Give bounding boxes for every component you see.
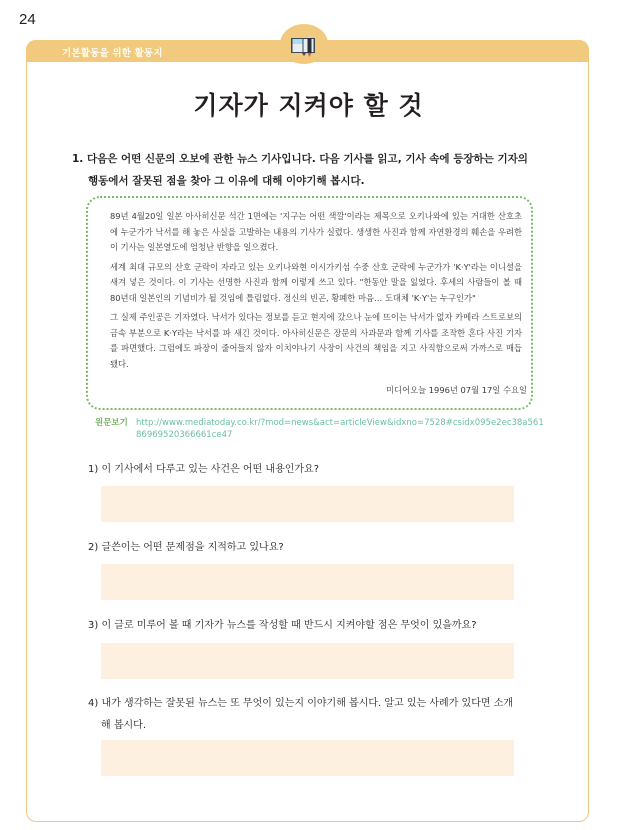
source-link-label: 원문보기 — [95, 418, 128, 428]
answer-box-2[interactable] — [101, 564, 514, 600]
sub-question-1: 1) 이 기사에서 다루고 있는 사건은 어떤 내용인가요? — [88, 464, 320, 475]
answer-box-1[interactable] — [101, 486, 514, 522]
sub-question-4: 4) 내가 생각하는 잘못된 뉴스는 또 무엇이 있는지 이야기해 봅시다. 알고 있는 사례가 있다면 소개 — [88, 698, 514, 709]
answer-box-3[interactable] — [101, 643, 514, 679]
article-text — [110, 209, 522, 376]
main-question-line1: 1. 다음은 어떤 신문의 오보에 관한 뉴스 기사입니다. 다음 기사를 읽고, 기사 속에 등장하는 기자의 — [72, 153, 528, 165]
sub-question-2: 2) 글쓴이는 어떤 문제점을 지적하고 있나요? — [88, 542, 284, 553]
book-and-pen-icon — [289, 34, 319, 58]
article-paragraph: 89년 4월20일 일본 아사히신문 석간 1면에는 '지구는 어떤 색깔'이라는 제목으로 오키나와에 있는 거대한 산호초에 누군가가 낙서를 해 놓은 사실을 고발하는 내용의 기사가 실렸다. 생생한 사진과 함께 자연환경의 훼손을 우려한 이 기사는 일본열도에 엄청난 반향을 일으켰다. — [110, 211, 522, 252]
sub-question-4-cont: 해 봅시다. — [101, 720, 146, 731]
answer-box-4[interactable] — [101, 740, 514, 776]
article-paragraph: 세계 최대 규모의 산호 군락이 자라고 있는 오키나와현 이시가키섬 수중 산호 군락에 누군가가 'K·Y'라는 이니셜을 새겨 넣은 것이다. 이 기사는 선명한 사진과 함께 이렇게 쓰고 있다. "한동안 말을 잃었다. 후세의 사람들이 볼 때 80년대 일본인의 기념비가 될 것임에 틀림없다. 정신의 빈곤, 황폐한 마음… 도대체 'K·Y'는 누구인가" — [110, 261, 522, 303]
main-question — [72, 148, 542, 192]
article-source: 미디어오늘 1996년 07월 17일 수요일 — [386, 385, 527, 395]
article-paragraph: 그 실제 주인공은 기자였다. 낙서가 있다는 정보를 듣고 현지에 갔으나 눈에 뜨이는 낙서가 없자 카메라 스트로보의 금속 부분으로 K·Y라는 낙서를 파 새긴 것이다. 아사히신문은 장문의 사과문과 함께 기사를 조작한 혼다 사진 기자를 파면했다. 그럼에도 파장이 줄어들지 않자 이치야나기 사장이 사건의 책임을 지고 사직함으로써 가까스로 매듭 됐다. — [110, 312, 522, 369]
main-question-line2: 행동에서 잘못된 점을 찾아 그 이유에 대해 이야기해 봅시다. — [88, 175, 365, 187]
sub-question-3: 3) 이 글로 미루어 볼 때 기자가 뉴스를 작성할 때 반드시 지켜야할 점은 무엇이 있을까요? — [88, 620, 477, 631]
source-link-url[interactable]: http://www.mediatoday.co.kr/?mod=news&act=articleView&idxno=7528#csidx095e2ec38a56186969520366661ce47 — [136, 418, 544, 440]
header-label: 기본활동을 위한 활동지 — [62, 48, 163, 59]
page-title: 기자가 지켜야 할 것 — [193, 91, 424, 120]
page-number: 24 — [19, 11, 36, 28]
